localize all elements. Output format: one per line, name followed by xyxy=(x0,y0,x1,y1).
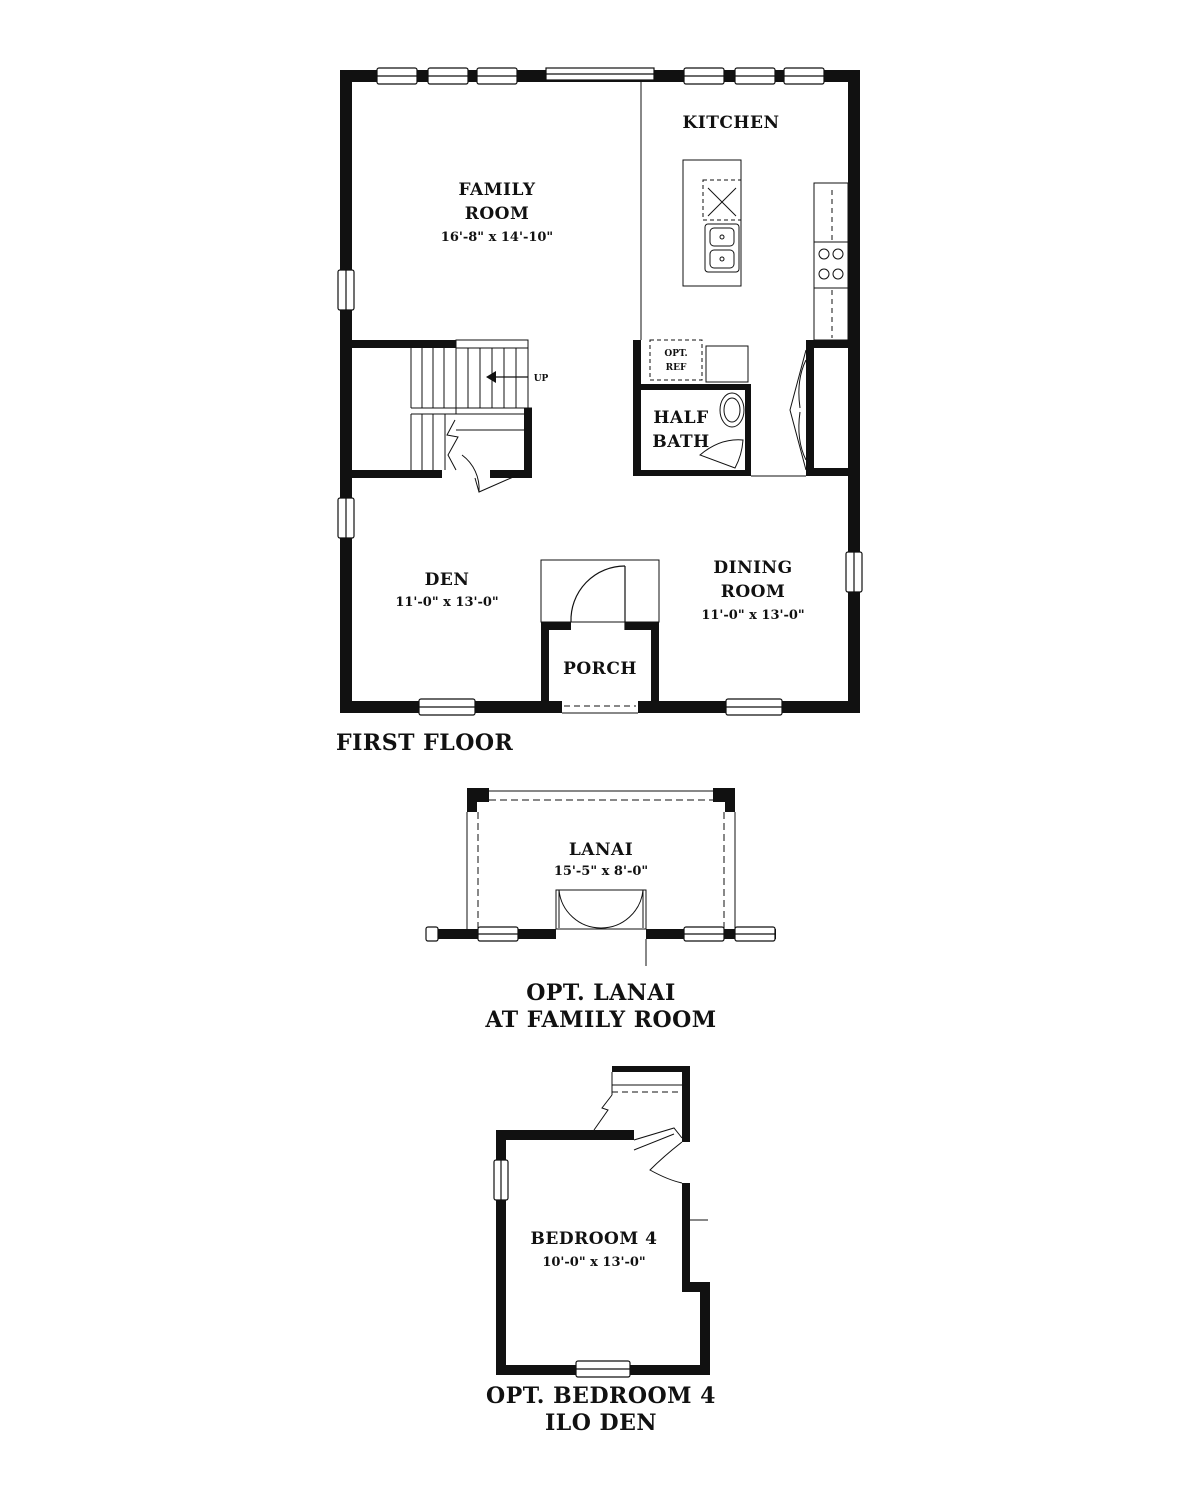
first-floor-title: FIRST FLOOR xyxy=(336,730,514,756)
opt-lanai-plan xyxy=(426,788,776,1033)
bedroom4-label: BEDROOM 4 xyxy=(530,1229,658,1249)
opt-lanai-title-line1: OPT. LANAI xyxy=(526,980,676,1006)
stair-up-label: UP xyxy=(533,374,549,384)
bedroom4-size: 10'-0" x 13'-0" xyxy=(542,1255,646,1270)
kitchen-island xyxy=(683,160,741,286)
dining-room-size: 11'-0" x 13'-0" xyxy=(701,608,805,623)
lanai-size: 15'-5" x 8'-0" xyxy=(553,864,649,879)
lanai-label: LANAI xyxy=(568,840,634,860)
half-bath-label-line1: HALF xyxy=(653,408,709,428)
half-bath-fixtures xyxy=(700,393,744,468)
family-room-size: 16'-8" x 14'-10" xyxy=(440,230,554,245)
opt-bedroom4-plan xyxy=(486,1066,716,1436)
interior-walls xyxy=(352,340,848,713)
porch-label: PORCH xyxy=(563,659,637,679)
den-size: 11'-0" x 13'-0" xyxy=(395,595,499,610)
half-bath-label-line2: BATH xyxy=(652,432,710,452)
kitchen-counter xyxy=(814,183,848,340)
den-label: DEN xyxy=(424,570,470,590)
staircase xyxy=(411,340,532,492)
opt-refrigerator xyxy=(650,340,748,382)
family-room-label-line2: ROOM xyxy=(464,204,530,224)
opt-bedroom4-title-line2: ILO DEN xyxy=(544,1410,658,1436)
opt-ref-label-line1: OPT. xyxy=(664,349,688,359)
first-floor-plan xyxy=(336,68,862,756)
opt-bedroom4-title-line1: OPT. BEDROOM 4 xyxy=(486,1383,716,1409)
front-door xyxy=(571,566,625,630)
bedroom4-walls xyxy=(496,1066,710,1375)
opt-ref-label-line2: REF xyxy=(665,363,687,373)
dining-room-label-line2: ROOM xyxy=(720,582,786,602)
closet-doors xyxy=(790,350,806,470)
family-room-label-line1: FAMILY xyxy=(458,180,536,200)
dining-room-label-line1: DINING xyxy=(713,558,793,578)
opt-lanai-title-line2: AT FAMILY ROOM xyxy=(485,1007,717,1033)
kitchen-label: KITCHEN xyxy=(682,113,780,133)
bedroom4-thin-lines xyxy=(594,1072,708,1220)
